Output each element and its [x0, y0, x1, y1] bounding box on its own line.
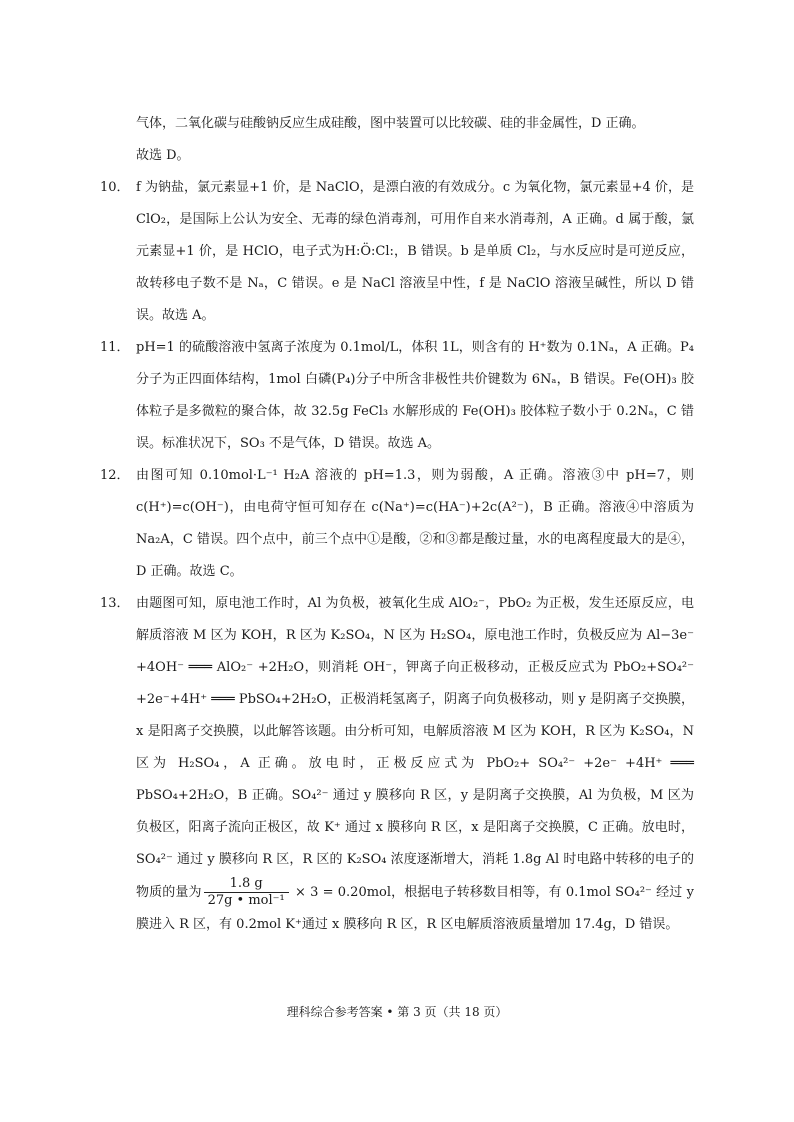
question-11 [100, 332, 694, 460]
question-number: 13． [100, 596, 130, 611]
fraction-numerator: 1.8 g [204, 876, 289, 893]
answer-content [100, 108, 694, 941]
question-number: 12． [100, 468, 130, 483]
question-text [136, 588, 694, 941]
question-10 [100, 172, 694, 332]
question-number: 10． [100, 180, 130, 195]
question-text: 由图可知 0.10mol·L⁻¹ H₂A 溶液的 pH=1.3，则为弱酸，A 正确。溶液③中 pH=7，则 c(H⁺)=c(OH⁻)，由电荷守恒可知存在 c(Na⁺)=c(HA⁻)+2c(A²⁻)，B 正确。溶液④中溶质为 Na₂A，C 错误。四个点中，前三个点中①是酸，②和③都是酸过量，水的电离程度最大的是④，D 正确。故选 C。 [136, 468, 694, 579]
fraction [204, 876, 289, 909]
fraction-denominator: 27g • mol⁻¹ [207, 893, 285, 908]
question-text: f 为钠盐，氯元素显+1 价，是 NaClO，是漂白液的有效成分。c 为氧化物，氯元素显+4 价，是 ClO₂，是国际上公认为安全、无毒的绿色消毒剂，可用作自来水消毒剂，A 正确。d 属于酸，氯元素显+1 价，是 HClO，电子式为H:Ö:Cl:，B 错误。b 是单质 Cl₂，与水反应时是可逆反应，故转移电子数不是 Nₐ，C 错误。e 是 NaCl 溶液呈中性，f 是 NaClO 溶液呈碱性，所以 D 错误。故选 A。 [136, 180, 694, 323]
question-number: 11． [100, 340, 130, 355]
continuation-line-1: 气体，二氧化碳与硅酸钠反应生成硅酸，图中装置可以比较碳、硅的非金属性，D 正确。 [136, 116, 645, 131]
continuation-line-2: 故选 D。 [136, 148, 190, 163]
question-text: pH=1 的硫酸溶液中氢离子浓度为 0.1mol/L，体积 1L，则含有的 H⁺数为 0.1Nₐ，A 正确。P₄ 分子为正四面体结构，1mol 白磷(P₄)分子中所含非极性共价键数为 6Nₐ，B 错误。Fe(OH)₃ 胶体粒子是多微粒的聚合体，故 32.5g FeCl₃ 水解形成的 Fe(OH)₃ 胶体粒子数小于 0.2Nₐ，C 错误。标准状况下，SO₃ 不是气体，D 错误。故选 A。 [136, 340, 694, 451]
question-text-main: 由题图可知，原电池工作时，Al 为负极，被氧化生成 AlO₂⁻，PbO₂ 为正极，发生还原反应，电解质溶液 M 区为 KOH，R 区为 K₂SO₄，N 区为 H₂SO₄，原电池工作时，负极反应为 Al−3e⁻ +4OH⁻ ═══ AlO₂⁻ +2H₂O，则消耗 OH⁻，钾离子向正极移动，正极反应式为 PbO₂+SO₄²⁻ +2e⁻+4H⁺ ═══ PbSO₄+2H₂O，正极消耗氢离子，阴离子向负极移动，则 y 是阴离子交换膜，x 是阳离子交换膜，以此解答该题。由分析可知，电解质溶液 M 区为 KOH，R 区为 K₂SO₄，N 区为 H₂SO₄，A 正确。放电时，正极反应式为 PbO₂+ SO₄²⁻ +2e⁻ +4H⁺ ═══ PbSO₄+2H₂O，B 正确。SO₄²⁻ 通过 y 膜移向 R 区，y 是阴离子交换膜，Al 为负极，M 区为负极区，阳离子流向正极区，故 K⁺ 通过 x 膜移向 R 区，x 是阳离子交换膜，C 正确。放电时，SO₄²⁻ 通过 y 膜移向 R 区，R 区的 K₂SO₄ 浓度逐渐增大，消耗 1.8g Al 时电路中转移的电子的物质的量为 [136, 596, 694, 900]
question-13 [100, 588, 694, 941]
question-12 [100, 460, 694, 588]
question-text-tail: × 3 = 0.20mol，根据电子转移数目相等，有 0.1mol SO₄²⁻ 经过 y 膜进入 R 区，有 0.2mol K⁺通过 x 膜移向 R 区，R 区电解质溶液质量增加 17.4g，D 错误。 [136, 885, 694, 932]
page-footer: 理科综合参考答案 • 第 3 页（共 18 页） [286, 1005, 508, 1019]
